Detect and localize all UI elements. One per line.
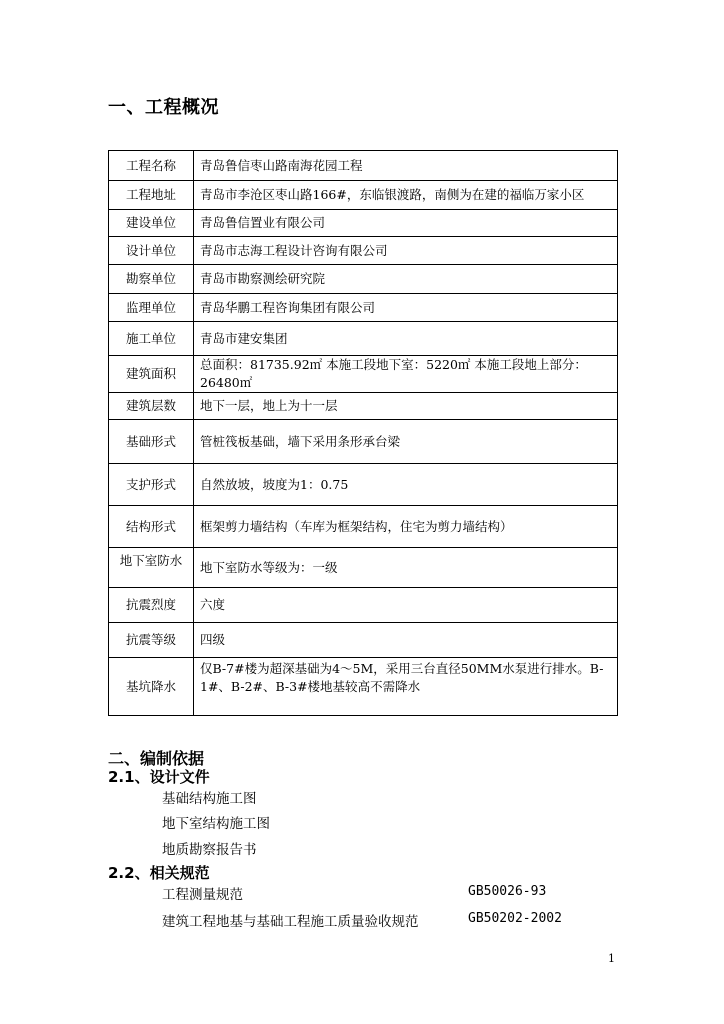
row-value: 青岛市建安集团 [194, 322, 618, 356]
section1-title: 一、工程概况 [108, 97, 219, 118]
table-row [109, 420, 618, 464]
standard-code: GB50202-2002 [468, 911, 562, 926]
list-item: 地质勘察报告书 [162, 842, 257, 858]
table-row [109, 506, 618, 548]
row-label: 抗震烈度 [109, 588, 194, 623]
row-label: 建筑面积 [109, 356, 194, 393]
project-overview-table [108, 150, 618, 716]
row-label: 基础形式 [109, 420, 194, 464]
section2-title: 二、编制依据 [108, 749, 205, 768]
subsection-standards-title: 2.2、相关规范 [108, 864, 210, 882]
page-number: 1 [608, 952, 615, 965]
table-row [109, 356, 618, 393]
row-label: 建筑层数 [109, 393, 194, 420]
row-value: 地下室防水等级为：一级 [194, 548, 618, 588]
table-row [109, 548, 618, 588]
row-label: 工程地址 [109, 181, 194, 210]
list-item: 地下室结构施工图 [162, 816, 270, 832]
row-label: 工程名称 [109, 151, 194, 181]
row-value: 仅B-7#楼为超深基础为4～5M，采用三台直径50MM水泵进行排水。B-1#、B-2#、B-3#楼地基较高不需降水 [194, 658, 618, 716]
row-value: 总面积：81735.92㎡ 本施工段地下室：5220㎡ 本施工段地上部分：26480㎡ [194, 356, 618, 393]
row-label: 结构形式 [109, 506, 194, 548]
table-row [109, 151, 618, 181]
table-row [109, 623, 618, 658]
table-row [109, 393, 618, 420]
row-value: 青岛华鹏工程咨询集团有限公司 [194, 294, 618, 322]
table-row [109, 294, 618, 322]
row-label: 地下室防水 [109, 548, 194, 588]
table-row [109, 181, 618, 210]
table-row [109, 210, 618, 237]
standard-name: 建筑工程地基与基础工程施工质量验收规范 [162, 914, 419, 930]
table-row [109, 237, 618, 265]
row-value: 青岛市李沧区枣山路166#，东临银渡路，南侧为在建的福临万家小区 [194, 181, 618, 210]
table-row [109, 265, 618, 294]
row-value: 四级 [194, 623, 618, 658]
row-value: 六度 [194, 588, 618, 623]
table-row [109, 588, 618, 623]
table-row [109, 658, 618, 716]
row-value: 青岛鲁信枣山路南海花园工程 [194, 151, 618, 181]
table-row [109, 464, 618, 506]
row-label: 施工单位 [109, 322, 194, 356]
table-row [109, 322, 618, 356]
standard-name: 工程测量规范 [162, 887, 243, 903]
list-item: 基础结构施工图 [162, 791, 257, 807]
row-value: 青岛鲁信置业有限公司 [194, 210, 618, 237]
row-label: 设计单位 [109, 237, 194, 265]
row-label: 监理单位 [109, 294, 194, 322]
row-value: 青岛市勘察测绘研究院 [194, 265, 618, 294]
row-label: 抗震等级 [109, 623, 194, 658]
row-label: 勘察单位 [109, 265, 194, 294]
row-value: 青岛市志海工程设计咨询有限公司 [194, 237, 618, 265]
row-value: 地下一层，地上为十一层 [194, 393, 618, 420]
row-value: 管桩筏板基础，墙下采用条形承台梁 [194, 420, 618, 464]
row-label: 支护形式 [109, 464, 194, 506]
standard-code: GB50026-93 [468, 884, 547, 899]
row-value: 自然放坡，坡度为1：0.75 [194, 464, 618, 506]
row-label: 基坑降水 [109, 658, 194, 716]
row-value: 框架剪力墙结构（车库为框架结构，住宅为剪力墙结构） [194, 506, 618, 548]
subsection-design-docs-title: 2.1、设计文件 [108, 768, 210, 786]
row-label: 建设单位 [109, 210, 194, 237]
